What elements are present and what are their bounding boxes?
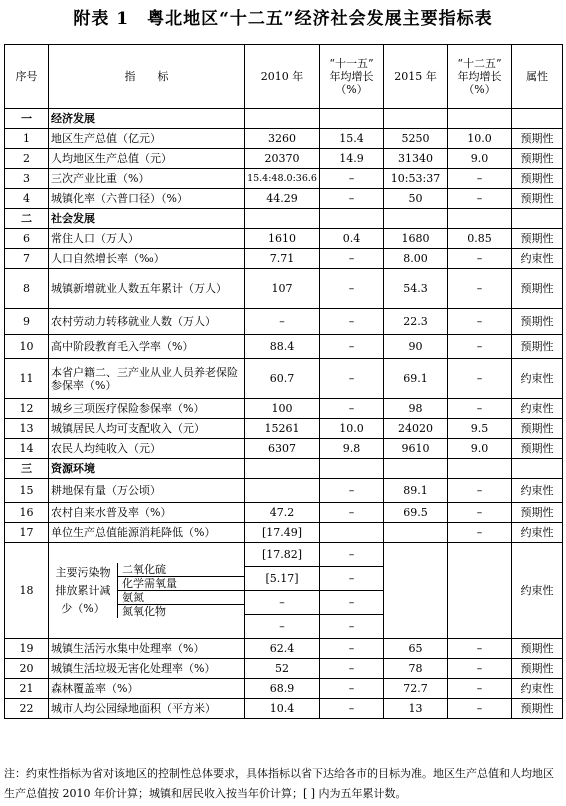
growth-11th: –	[320, 335, 384, 359]
growth-12th: –	[448, 503, 512, 523]
growth-11th: 10.0	[320, 419, 384, 439]
growth-12th: –	[448, 249, 512, 269]
page-title: 附表 1 粤北地区“十二五”经济社会发展主要指标表	[73, 9, 493, 29]
row-number: 21	[5, 679, 49, 699]
attribute: 预期性	[512, 503, 563, 523]
section-name: 资源环境	[49, 459, 245, 479]
table-row	[5, 439, 563, 459]
indicator-name: 常住人口（万人）	[49, 229, 245, 249]
growth-12th: –	[448, 659, 512, 679]
value-2010: 44.29	[245, 189, 320, 209]
section-number: 一	[5, 109, 49, 129]
table-row	[5, 249, 563, 269]
value-2010: 52	[245, 659, 320, 679]
table-row	[5, 149, 563, 169]
value-2010: 15261	[245, 419, 320, 439]
table-row	[5, 659, 563, 679]
value-2015: 8.00	[384, 249, 448, 269]
header-row	[5, 45, 563, 109]
value-2015: 1680	[384, 229, 448, 249]
row-number: 22	[5, 699, 49, 719]
value-2010: 107	[245, 269, 320, 309]
growth-11th: –	[320, 169, 384, 189]
table-row	[5, 189, 563, 209]
row-number: 3	[5, 169, 49, 189]
growth-12th: –	[448, 269, 512, 309]
value-2010: [17.49]	[245, 523, 320, 543]
row-number: 14	[5, 439, 49, 459]
indicator-name: 城市人均公园绿地面积（平方米）	[49, 699, 245, 719]
table-row	[5, 679, 563, 699]
growth-12th: –	[448, 189, 512, 209]
row-number: 17	[5, 523, 49, 543]
table-row	[5, 335, 563, 359]
header-12th-line2: 年均增长	[457, 70, 502, 83]
value-2010: 60.7	[245, 359, 320, 399]
growth-12th: –	[448, 335, 512, 359]
value-2010: 7.71	[245, 249, 320, 269]
attribute: 预期性	[512, 335, 563, 359]
row-number: 18	[5, 543, 49, 639]
growth-11th: –	[320, 567, 384, 591]
value-2010: 3260	[245, 129, 320, 149]
table-row-pollutant	[5, 543, 563, 567]
growth-11th: –	[320, 503, 384, 523]
value-2015: 31340	[384, 149, 448, 169]
value-2015: 78	[384, 659, 448, 679]
header-12th-line1: “十二五”	[457, 57, 502, 70]
section-name: 经济发展	[49, 109, 245, 129]
growth-11th: 14.9	[320, 149, 384, 169]
indicator-name: 高中阶段教育毛入学率（%）	[49, 335, 245, 359]
attribute: 预期性	[512, 269, 563, 309]
value-2010: 6307	[245, 439, 320, 459]
growth-11th: –	[320, 659, 384, 679]
value-2015: 5250	[384, 129, 448, 149]
attribute: 预期性	[512, 419, 563, 439]
growth-11th: –	[320, 591, 384, 615]
value-2015: 90	[384, 335, 448, 359]
growth-11th: –	[320, 699, 384, 719]
value-2015: 9610	[384, 439, 448, 459]
value-2010: 62.4	[245, 639, 320, 659]
footnote: 注：约束性指标为省对该地区的控制性总体要求，具体指标以省下达给各市的目标为准。地区生产总值和人均地区生产总值按 2010 年价计算；城镇和居民收入按当年价计算；[ ] 内为五年累计数。	[4, 767, 554, 800]
growth-12th: –	[448, 699, 512, 719]
value-2010: [17.82]	[245, 543, 320, 567]
table-row	[5, 523, 563, 543]
indicator-name: 三次产业比重（%）	[49, 169, 245, 189]
value-2015: 10:53:37	[384, 169, 448, 189]
value-2015: 54.3	[384, 269, 448, 309]
attribute: 约束性	[512, 479, 563, 503]
value-2010: 88.4	[245, 335, 320, 359]
attribute: 预期性	[512, 639, 563, 659]
sub-indicator-name: 氮氧化物	[122, 605, 166, 618]
row-number: 10	[5, 335, 49, 359]
table-row	[5, 309, 563, 335]
table-row	[5, 699, 563, 719]
indicator-name: 本省户籍二、三产业从业人员养老保险参保率（%）	[49, 359, 245, 399]
attribute: 约束性	[512, 249, 563, 269]
table-row	[5, 479, 563, 503]
section-number: 二	[5, 209, 49, 229]
growth-12th: –	[448, 169, 512, 189]
row-number: 16	[5, 503, 49, 523]
growth-12th: –	[448, 309, 512, 335]
attribute: 约束性	[512, 523, 563, 543]
growth-12th: –	[448, 679, 512, 699]
indicator-group	[49, 543, 245, 639]
indicator-name: 单位生产总值能源消耗降低（%）	[49, 523, 245, 543]
sub-indicator-name: 氨氮	[118, 591, 244, 605]
value-2010: –	[245, 591, 320, 615]
table-row	[5, 269, 563, 309]
row-number: 1	[5, 129, 49, 149]
growth-11th: –	[320, 189, 384, 209]
header-attr: 属性	[512, 45, 563, 109]
value-2015: 65	[384, 639, 448, 659]
value-2010: [5.17]	[245, 567, 320, 591]
indicator-name: 耕地保有量（万公顷）	[49, 479, 245, 503]
header-12th-growth	[448, 45, 512, 109]
attribute: 预期性	[512, 189, 563, 209]
row-number: 19	[5, 639, 49, 659]
growth-11th: –	[320, 543, 384, 567]
indicator-name: 主要污染物排放累计减少（%）	[49, 563, 118, 618]
attribute: 约束性	[512, 359, 563, 399]
value-2015: 50	[384, 189, 448, 209]
row-number: 15	[5, 479, 49, 503]
value-2015: 69.5	[384, 503, 448, 523]
section-row-society	[5, 209, 563, 229]
row-number: 4	[5, 189, 49, 209]
row-number: 9	[5, 309, 49, 335]
value-2010	[245, 479, 320, 503]
table-row	[5, 399, 563, 419]
value-2015	[384, 523, 448, 543]
row-number: 7	[5, 249, 49, 269]
growth-11th: –	[320, 679, 384, 699]
growth-12th: –	[448, 479, 512, 503]
value-2010: 1610	[245, 229, 320, 249]
indicator-name: 森林覆盖率（%）	[49, 679, 245, 699]
growth-11th: –	[320, 249, 384, 269]
growth-12th: –	[448, 523, 512, 543]
growth-11th: –	[320, 359, 384, 399]
row-number: 8	[5, 269, 49, 309]
growth-12th: 9.5	[448, 419, 512, 439]
attribute: 约束性	[512, 543, 563, 639]
header-11th-growth	[320, 45, 384, 109]
table-row	[5, 229, 563, 249]
growth-11th: 15.4	[320, 129, 384, 149]
value-2015: 22.3	[384, 309, 448, 335]
growth-11th: 0.4	[320, 229, 384, 249]
header-indicator: 指 标	[49, 45, 245, 109]
value-2015: 89.1	[384, 479, 448, 503]
attribute: 预期性	[512, 129, 563, 149]
attribute: 约束性	[512, 679, 563, 699]
row-number: 2	[5, 149, 49, 169]
attribute: 预期性	[512, 309, 563, 335]
value-2010: 20370	[245, 149, 320, 169]
row-number: 13	[5, 419, 49, 439]
indicator-name: 城乡三项医疗保险参保率（%）	[49, 399, 245, 419]
growth-12th: 10.0	[448, 129, 512, 149]
growth-11th: –	[320, 269, 384, 309]
growth-12th: 0.85	[448, 229, 512, 249]
section-name: 社会发展	[49, 209, 245, 229]
value-2010: 10.4	[245, 699, 320, 719]
sub-indicator-name: 二氧化硫	[118, 563, 244, 577]
growth-11th: –	[320, 639, 384, 659]
indicator-name: 人口自然增长率（‰）	[49, 249, 245, 269]
growth-11th: –	[320, 615, 384, 639]
value-2010: 47.2	[245, 503, 320, 523]
attribute: 预期性	[512, 169, 563, 189]
table-row	[5, 639, 563, 659]
header-11th-line3: （%）	[335, 83, 368, 96]
row-number: 6	[5, 229, 49, 249]
row-number: 11	[5, 359, 49, 399]
value-2010: 68.9	[245, 679, 320, 699]
table-row	[5, 359, 563, 399]
table-row	[5, 129, 563, 149]
growth-11th: –	[320, 479, 384, 503]
section-number: 三	[5, 459, 49, 479]
value-2015: 98	[384, 399, 448, 419]
table-row	[5, 419, 563, 439]
value-2015: 13	[384, 699, 448, 719]
indicator-name: 城镇生活污水集中处理率（%）	[49, 639, 245, 659]
indicator-name: 城镇生活垃圾无害化处理率（%）	[49, 659, 245, 679]
sub-indicator-name: 化学需氧量	[118, 577, 244, 591]
growth-11th: –	[320, 309, 384, 335]
indicator-name: 地区生产总值（亿元）	[49, 129, 245, 149]
indicator-name: 城镇化率（六普口径）（%）	[49, 189, 245, 209]
section-row-economy	[5, 109, 563, 129]
value-2015: 69.1	[384, 359, 448, 399]
indicator-name: 农村劳动力转移就业人数（万人）	[49, 309, 245, 335]
indicator-name: 城镇新增就业人数五年累计（万人）	[49, 269, 245, 309]
header-12th-line3: （%）	[463, 83, 496, 96]
indicator-table	[4, 44, 563, 719]
value-2015: 72.7	[384, 679, 448, 699]
header-11th-line2: 年均增长	[329, 70, 374, 83]
header-2010: 2010 年	[245, 45, 320, 109]
indicator-name: 城镇居民人均可支配收入（元）	[49, 419, 245, 439]
value-2010: –	[245, 615, 320, 639]
section-row-resources	[5, 459, 563, 479]
attribute: 预期性	[512, 439, 563, 459]
value-2010: –	[245, 309, 320, 335]
indicator-name: 人均地区生产总值（元）	[49, 149, 245, 169]
value-2010: 15.4:48.0:36.6	[245, 169, 320, 189]
value-2010: 100	[245, 399, 320, 419]
header-11th-line1: “十一五”	[329, 57, 374, 70]
header-seq: 序号	[5, 45, 49, 109]
row-number: 20	[5, 659, 49, 679]
growth-12th: 9.0	[448, 439, 512, 459]
row-number: 12	[5, 399, 49, 419]
attribute: 约束性	[512, 399, 563, 419]
table-row	[5, 169, 563, 189]
attribute: 预期性	[512, 699, 563, 719]
header-2015: 2015 年	[384, 45, 448, 109]
growth-12th: –	[448, 639, 512, 659]
attribute: 预期性	[512, 659, 563, 679]
attribute: 预期性	[512, 229, 563, 249]
growth-12th: 9.0	[448, 149, 512, 169]
growth-12th: –	[448, 399, 512, 419]
growth-12th: –	[448, 359, 512, 399]
attribute: 预期性	[512, 149, 563, 169]
growth-11th: 9.8	[320, 439, 384, 459]
growth-11th: –	[320, 399, 384, 419]
growth-11th	[320, 523, 384, 543]
table-row	[5, 503, 563, 523]
indicator-name: 农民人均纯收入（元）	[49, 439, 245, 459]
value-2015: 24020	[384, 419, 448, 439]
indicator-name: 农村自来水普及率（%）	[49, 503, 245, 523]
